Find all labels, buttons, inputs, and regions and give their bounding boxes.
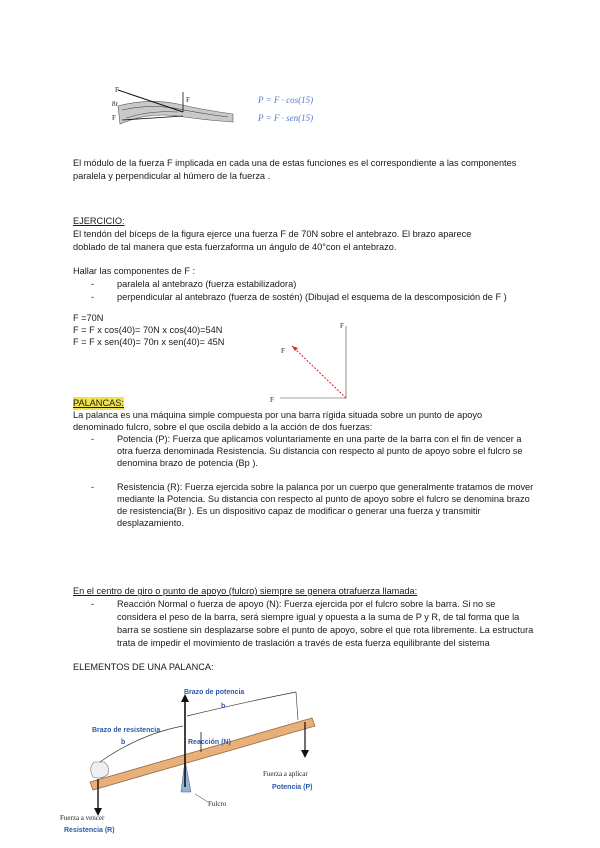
intro-line-2: paralela y perpendicular al húmero de la fuerza . — [73, 171, 271, 181]
ejercicio-line-1: El tendón del bíceps de la figura ejerce una fuerza F de 70N sobre el antebrazo. El brazo aparece — [73, 229, 472, 239]
label-reaccion: Reacción (N) — [188, 739, 231, 746]
centro-heading: En el centro de giro o punto de apoyo (fulcro) siempre se genera otrafuerza llamada: — [73, 586, 418, 596]
label-fp: F — [186, 96, 190, 104]
resistencia-line-3: de resistencia(Br ). Es un dispositivo capaz de modificar o generar una fuerza y transmitir — [117, 506, 481, 516]
potencia-line-1: - Potencia (P): Fuerza que aplicamos voluntariamente en una parte de la barra con el fin de vencer a — [117, 433, 521, 446]
palancas-heading: PALANCAS: — [73, 398, 124, 408]
ejercicio-heading: EJERCICIO: — [73, 216, 125, 226]
normal-line-2: considera el peso de la barra, será siempre igual y opuesta a la suma de P y R, de tal forma que la — [117, 612, 520, 622]
intro-line-1: El módulo de la fuerza F implicada en cada una de estas funciones es el correspondiente a las componentes — [73, 158, 517, 168]
bullet-paralela: - paralela al antebrazo (fuerza estabilizadora) — [117, 278, 296, 291]
label-fulcro: Fulcro — [208, 800, 227, 808]
normal-line-3: barra se sostiene sin desplazarse sobre el punto de apoyo, sobre el que rota libremente. La estructura — [117, 625, 534, 635]
calc-fy: F = F x sen(40)= 70n x sen(40)= 45N — [73, 337, 225, 347]
vector-decomposition — [270, 320, 360, 405]
label-fuerza-aplicar: Fuerza a aplicar — [263, 770, 308, 778]
potencia-line-3: denomina brazo de potencia (Bp ). — [117, 458, 258, 468]
ejercicio-line-2: doblado de tal manera que esta fuerzaforma un ángulo de 40°con el antebrazo. — [73, 242, 397, 252]
elementos-heading: ELEMENTOS DE UNA PALANCA: — [73, 662, 214, 672]
label-8r: 8r — [112, 100, 118, 108]
label-f: F — [115, 86, 119, 94]
normal-line-1: - Reacción Normal o fuerza de apoyo (N): Fuerza ejercida por el fulcro sobre la barra. Si no se — [117, 598, 495, 611]
label-resistencia: Resistencia (R) — [64, 827, 115, 834]
hallar-text: Hallar las componentes de F : — [73, 266, 196, 276]
palancas-line-2: denominado fulcro, sobre el que oscila debido a la acción de dos fuerzas: — [73, 422, 373, 432]
calc-fx: F = F x cos(40)= 70N x cos(40)=54N — [73, 325, 223, 335]
resistencia-line-4: desplazamiento. — [117, 518, 184, 528]
label-fuerza-vencer: Fuerza a vencer — [60, 814, 105, 822]
vec-label-fy: F — [340, 322, 344, 330]
label-potencia: Potencia (P) — [272, 784, 313, 791]
label-brazo-potencia: Brazo de potencia — [184, 689, 245, 696]
formula-perpendicular: P = F · sen(15) — [258, 113, 314, 123]
bullet-perpendicular: - perpendicular al antebrazo (fuerza de sostén) (Dibujad el esquema de la descomposición de F ) — [117, 291, 507, 304]
vec-label-fx: F — [270, 396, 274, 404]
palancas-line-1: La palanca es una máquina simple compuesta por una barra rígida situada sobre un punto de apoyo — [73, 410, 483, 420]
resistencia-line-2: mediante la Potencia. Su distancia con respecto al punto de apoyo sobre el fulcro se denomina brazo — [117, 494, 530, 504]
resistencia-line-1: - Resistencia (R): Fuerza ejercida sobre la palanca por un cuerpo que generalmente tratamos de mover — [117, 481, 533, 494]
calc-fm: F =70N — [73, 313, 104, 323]
label-br: b — [121, 739, 126, 746]
normal-line-4: trata de impedir el movimiento de traslación a través de esta fuerza equilibrante del sistema — [117, 638, 490, 648]
label-brazo-resistencia: Brazo de resistencia — [92, 727, 161, 734]
vec-label-fm: F — [281, 347, 285, 355]
arm-force-figure — [108, 84, 238, 140]
label-bp: b — [221, 703, 226, 710]
lever-diagram — [60, 682, 330, 840]
potencia-line-2: otra fuerza denominada Resistencia. Su distancia con respecto al punto de apoyo sobre el fulcro se — [117, 446, 523, 456]
label-fx: F — [112, 114, 116, 122]
formula-parallel: P = F · cos(15) — [258, 95, 314, 105]
